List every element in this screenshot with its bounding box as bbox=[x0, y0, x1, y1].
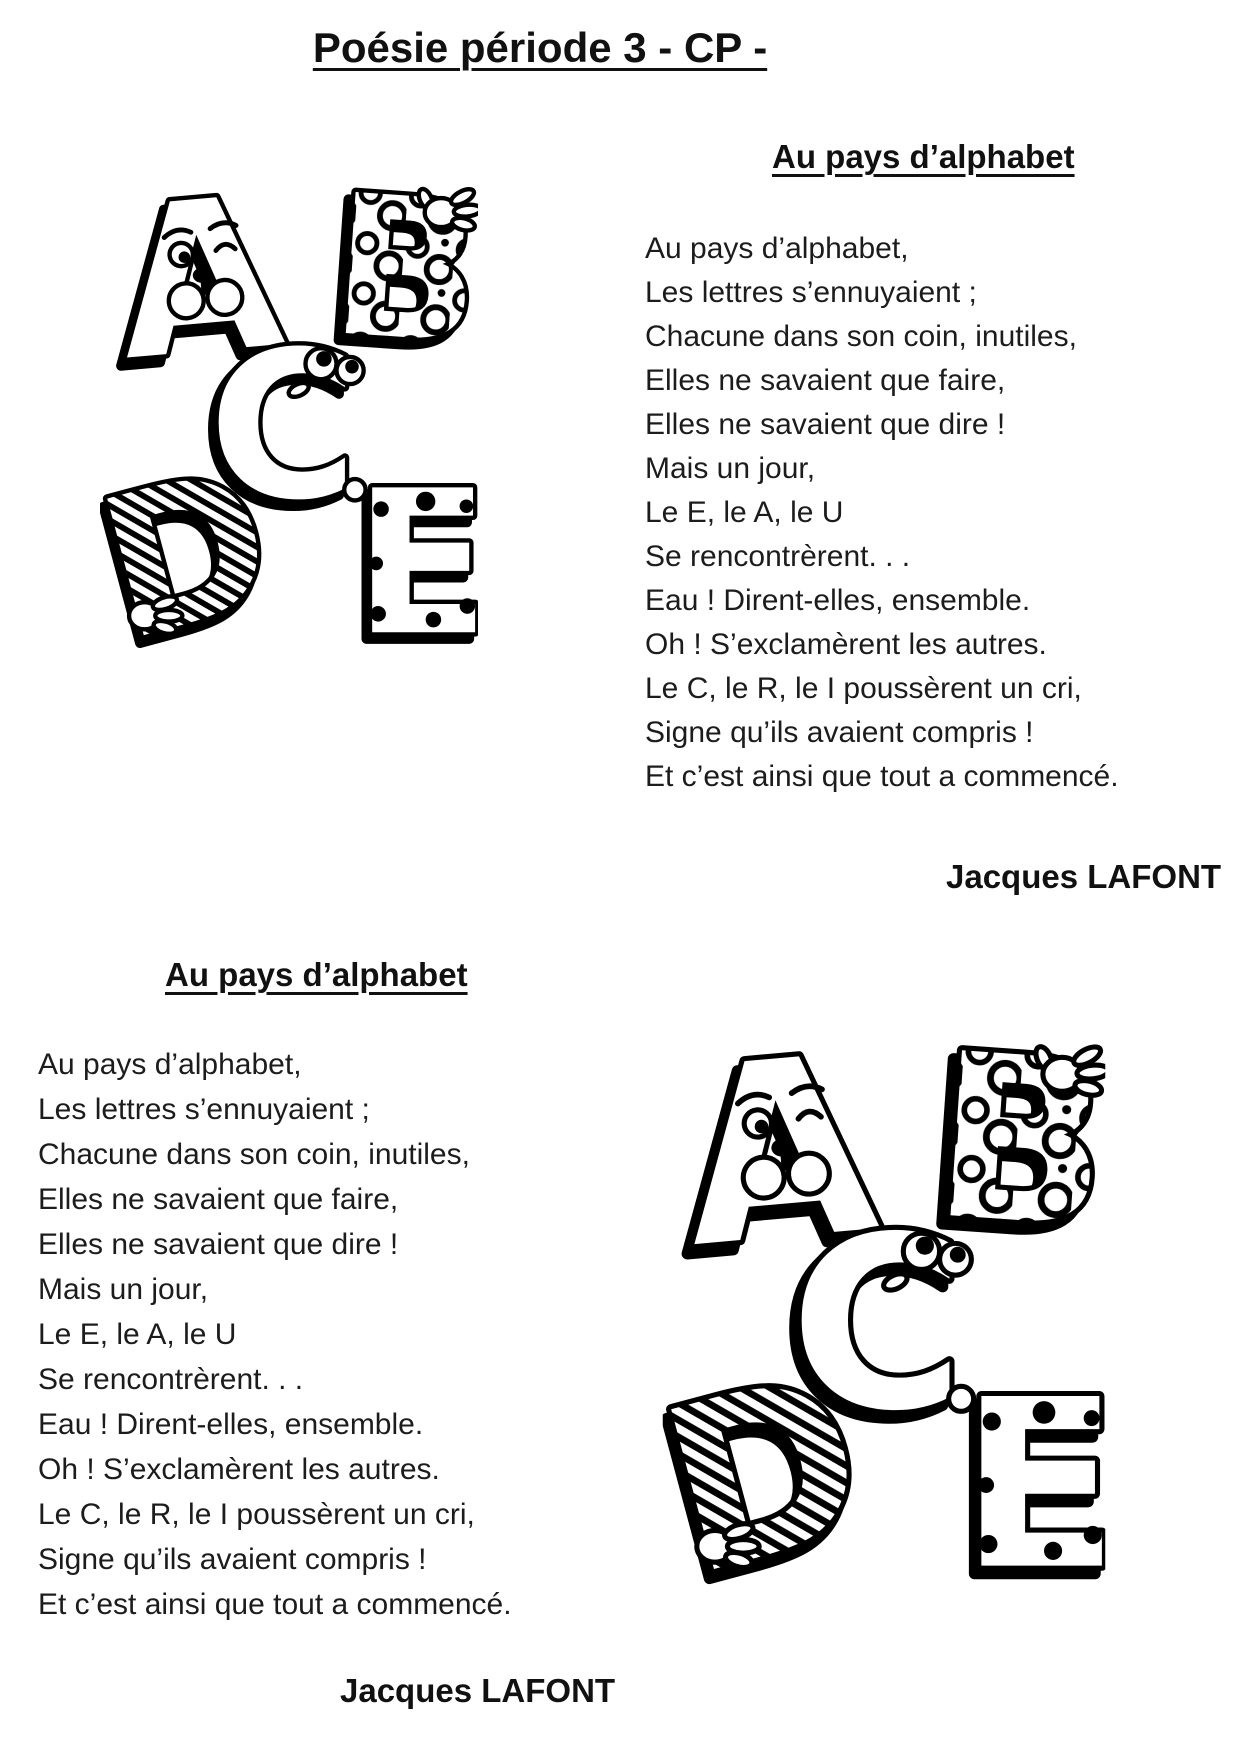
poem-line: Eau ! Dirent-elles, ensemble. bbox=[38, 1408, 424, 1441]
poem-line: Oh ! S’exclamèrent les autres. bbox=[645, 628, 1047, 661]
poem-heading-top bbox=[772, 138, 1075, 176]
poem-line: Au pays d’alphabet, bbox=[38, 1048, 302, 1081]
poem-line: Mais un jour, bbox=[645, 452, 816, 485]
alphabet-clipart-bottom bbox=[658, 1038, 1110, 1594]
poem-line: Elles ne savaient que dire ! bbox=[38, 1228, 399, 1261]
poem-heading-bottom-text: Au pays d’alphabet bbox=[165, 956, 468, 993]
poem-line: Signe qu’ils avaient compris ! bbox=[645, 716, 1034, 749]
poem-line: Chacune dans son coin, inutiles, bbox=[645, 320, 1077, 353]
page-title-text: Poésie période 3 - CP - bbox=[312, 24, 768, 71]
poem-line: Et c’est ainsi que tout a commencé. bbox=[38, 1588, 512, 1621]
poem-line: Au pays d’alphabet, bbox=[645, 232, 909, 265]
poem-line: Signe qu’ils avaient compris ! bbox=[38, 1543, 427, 1576]
poem-text-top bbox=[645, 227, 1119, 799]
poem-line: Les lettres s’ennuyaient ; bbox=[38, 1093, 370, 1126]
poem-line: Chacune dans son coin, inutiles, bbox=[38, 1138, 470, 1171]
poem-text-bottom bbox=[38, 1042, 512, 1627]
poem-line: Les lettres s’ennuyaient ; bbox=[645, 276, 977, 309]
alphabet-clipart-top bbox=[100, 178, 478, 660]
poem-line: Eau ! Dirent-elles, ensemble. bbox=[645, 584, 1031, 617]
poem-line: Le E, le A, le U bbox=[645, 496, 844, 529]
poem-line: Elles ne savaient que dire ! bbox=[645, 408, 1006, 441]
poem-line: Mais un jour, bbox=[38, 1273, 209, 1306]
poem-line: Le E, le A, le U bbox=[38, 1318, 237, 1351]
poem-author-top: Jacques LAFONT bbox=[946, 858, 1222, 895]
poem-heading-bottom bbox=[165, 956, 468, 994]
poem-line: Le C, le R, le I poussèrent un cri, bbox=[645, 672, 1082, 705]
page-title bbox=[0, 24, 1080, 72]
poem-line: Le C, le R, le I poussèrent un cri, bbox=[38, 1498, 475, 1531]
poem-line: Oh ! S’exclamèrent les autres. bbox=[38, 1453, 440, 1486]
poem-heading-top-text: Au pays d’alphabet bbox=[772, 138, 1075, 175]
poem-line: Elles ne savaient que faire, bbox=[38, 1183, 399, 1216]
poem-line: Elles ne savaient que faire, bbox=[645, 364, 1006, 397]
poem-line: Et c’est ainsi que tout a commencé. bbox=[645, 760, 1119, 793]
poem-line: Se rencontrèrent. . . bbox=[38, 1363, 304, 1396]
poem-author-bottom: Jacques LAFONT bbox=[340, 1672, 616, 1709]
poem-line: Se rencontrèrent. . . bbox=[645, 540, 911, 573]
